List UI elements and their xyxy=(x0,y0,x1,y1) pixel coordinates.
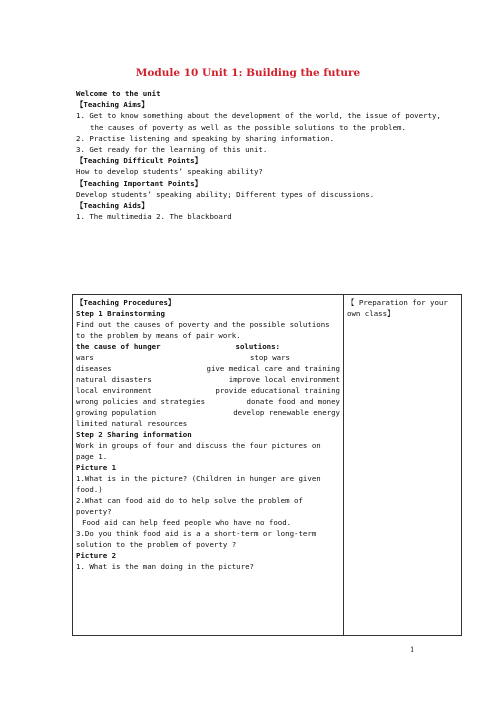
cause-row xyxy=(76,396,340,407)
solution-text: donate food and money xyxy=(246,397,340,406)
picture1-question: 1.What is in the picture? (Children in hunger are given food.) xyxy=(76,474,321,494)
aids-heading: 【Teaching Aids】 xyxy=(76,200,149,210)
procedures-table xyxy=(72,294,462,636)
welcome-heading: Welcome to the unit xyxy=(76,89,161,98)
difficult-text: How to develop students’ speaking ability? xyxy=(76,167,263,177)
solution-text: develop renewable energy xyxy=(233,408,340,417)
procedures-heading: 【Teaching Procedures】 xyxy=(76,298,176,307)
picture1-question: 3.Do you think food aid is a a short-term or long-term solution to the problem of poverty ? xyxy=(76,529,317,549)
important-heading: 【Teaching Important Points】 xyxy=(76,178,203,188)
cause-text: local environment xyxy=(76,386,152,395)
aims-heading: 【Teaching Aims】 xyxy=(76,100,149,110)
cause-row xyxy=(76,407,340,418)
page-number: 1 xyxy=(410,646,415,654)
picture2-title: Picture 2 xyxy=(76,551,117,560)
cause-text: wars xyxy=(76,353,94,362)
intro-section xyxy=(76,88,441,222)
picture1-question: 2.What can food aid do to help solve the problem of poverty? xyxy=(76,496,303,516)
solution-text: improve local environment xyxy=(228,375,340,384)
aids-text: 1. The multimedia 2. The blackboard xyxy=(76,212,232,222)
step1-text: Find out the causes of poverty and the possible solutions to the problem by means of pair work. xyxy=(76,320,330,340)
cause-text: diseases xyxy=(76,364,112,373)
aim-item: the causes of poverty as well as the possible solutions to the problem. xyxy=(90,122,406,132)
cause-row xyxy=(76,363,340,374)
solution-column-label: solutions: xyxy=(235,342,280,351)
step2-text: Work in groups of four and discuss the four pictures on page 1. xyxy=(76,441,321,461)
picture1-title: Picture 1 xyxy=(76,463,117,472)
solution-text: give medical care and training xyxy=(206,364,340,373)
cause-text: growing population xyxy=(76,408,157,417)
cause-row xyxy=(76,385,340,396)
preparation-cell xyxy=(344,295,462,636)
step2-title: Step 2 Sharing information xyxy=(76,430,192,439)
aim-item: 1. Get to know something about the development of the world, the issue of poverty, xyxy=(76,111,441,121)
aim-item: 2. Practise listening and speaking by sharing information. xyxy=(76,133,335,143)
cause-row xyxy=(76,352,340,363)
difficult-heading: 【Teaching Difficult Points】 xyxy=(76,156,203,166)
important-text: Develop students’ speaking ability; Different types of discussions. xyxy=(76,189,375,199)
aim-item: 3. Get ready for the learning of this unit. xyxy=(76,144,268,154)
cause-text: wrong policies and strategies xyxy=(76,397,206,406)
procedures-cell xyxy=(73,295,344,636)
solution-text: provide educational training xyxy=(215,386,340,395)
cause-text: natural disasters xyxy=(76,375,152,384)
cause-solution-header xyxy=(76,341,340,352)
cause-column-label: the cause of hunger xyxy=(76,342,161,351)
cause-row xyxy=(76,418,340,429)
solution-text: stop wars xyxy=(249,353,290,362)
cause-text: limited natural resources xyxy=(76,419,188,428)
picture2-question: 1. What is the man doing in the picture? xyxy=(76,562,254,571)
step1-title: Step 1 Brainstorming xyxy=(76,309,165,318)
page-title: Module 10 Unit 1: Building the future xyxy=(135,67,361,79)
cause-row xyxy=(76,374,340,385)
preparation-note: 【 Preparation for your own class】 xyxy=(347,298,448,318)
picture1-answer: Food aid can help feed people who have no food. xyxy=(82,518,292,527)
